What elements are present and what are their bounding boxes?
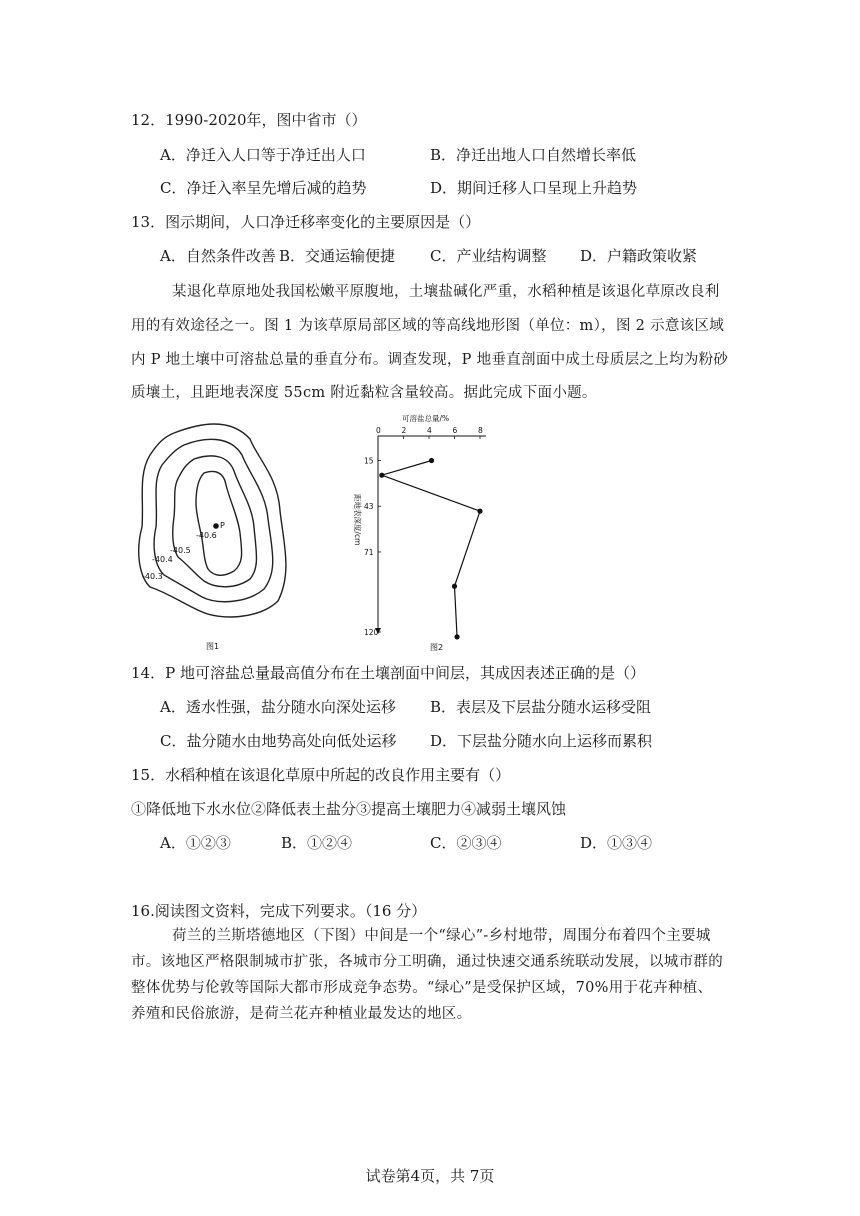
y-axis-title: 距地表深度/cm <box>353 494 362 546</box>
contour-label-40-3: -40.3 <box>142 572 163 581</box>
q15-stem: 15．水稻种植在该退化草原中所起的改良作用主要有（） <box>131 766 511 784</box>
q14-option-d: D．下层盐分随水向上运移而累积 <box>430 732 653 750</box>
passage1-line-4: 质壤土，且距地表深度 55cm 附近黏粒含量较高。据此完成下面小题。 <box>131 385 597 401</box>
salt-profile-point <box>454 634 459 639</box>
q14-option-b: B．表层及下层盐分随水运移受阻 <box>430 698 652 716</box>
salt-profile-line <box>382 461 480 637</box>
q14-option-a: A．透水性强，盐分随水向深处运移 <box>160 698 396 716</box>
q16-passage-line-4: 养殖和民俗旅游，是荷兰花卉种植业最发达的地区。 <box>131 1006 472 1022</box>
figure-1-caption: 图1 <box>206 642 220 651</box>
q15-option-a: A．①②③ <box>160 834 231 852</box>
q12-option-c: C．净迁入率呈先增后减的趋势 <box>160 179 367 197</box>
x-tick-label: 2 <box>401 426 407 435</box>
y-tick-label: 43 <box>364 502 374 512</box>
y-tick-label: 15 <box>364 456 374 466</box>
contour-label-40-4: -40.4 <box>152 555 173 564</box>
q15-option-c: C．②③④ <box>430 834 502 852</box>
x-tick-label: 8 <box>478 426 483 435</box>
contour-2 <box>173 456 257 587</box>
q12-option-b: B．净迁出地人口自然增长率低 <box>430 146 637 164</box>
contour-1 <box>196 472 242 576</box>
q14-option-c: C．盐分随水由地势高处向低处运移 <box>160 732 397 750</box>
passage1-line-2: 用的有效途径之一。图 1 为该草原局部区域的等高线地形图（单位：m），图 2 示意该区域 <box>131 318 725 334</box>
q15-option-b: B．①②④ <box>281 834 353 852</box>
q13-option-c: C．产业结构调整 <box>430 247 547 265</box>
q12-stem: 12．1990-2020年，图中省市（） <box>131 111 367 129</box>
figure-1-contour-map <box>130 415 300 655</box>
salt-profile-point <box>379 473 384 478</box>
point-p-marker <box>213 523 219 529</box>
page-footer: 试卷第4页，共 7页 <box>365 1167 495 1185</box>
q15-items: ①降低地下水水位②降低表土盐分③提高土壤肥力④减弱土壤风蚀 <box>131 800 567 818</box>
q12-option-d: D．期间迁移人口呈现上升趋势 <box>430 179 638 197</box>
point-p-label: P <box>220 521 225 530</box>
q14-stem: 14．P 地可溶盐总量最高值分布在土壤剖面中间层，其成因表述正确的是（） <box>131 664 645 682</box>
q16-passage-line-2: 市。该地区严格限制城市扩张，各城市分工明确，通过快速交通系统联动发展，以城市群的 <box>131 954 723 970</box>
salt-profile-point <box>452 584 457 589</box>
q16-passage-line-3: 整体优势与伦敦等国际大都市形成竞争态势。“绿心”是受保护区域，70%用于花卉种植、 <box>131 980 713 996</box>
passage1-line-3: 内 P 地土壤中可溶盐总量的垂直分布。调查发现，P 地垂直剖面中成土母质层之上均为粉砂 <box>131 352 729 368</box>
y-tick-label: 120 <box>364 628 379 637</box>
contour-outer <box>139 424 286 617</box>
q13-option-a: A．自然条件改善 <box>160 247 276 265</box>
q16-stem: 16.阅读图文资料，完成下列要求。（16 分） <box>131 902 427 920</box>
contour-3 <box>154 439 273 601</box>
salt-profile-point <box>477 509 482 514</box>
x-axis-title: 可溶盐总量/% <box>402 414 450 423</box>
figure-2-caption: 图2 <box>430 643 444 652</box>
contour-label-40-6: -40.6 <box>196 531 217 540</box>
x-tick-label: 6 <box>452 426 458 435</box>
figure-2-salt-profile-chart <box>330 410 500 652</box>
salt-profile-point <box>429 458 434 463</box>
q13-option-d: D．户籍政策收紧 <box>580 247 698 265</box>
x-tick-label: 0 <box>376 426 381 435</box>
q16-passage-line-1: 荷兰的兰斯塔德地区（下图）中间是一个“绿心”-乡村地带，周围分布着四个主要城 <box>172 928 711 944</box>
q12-option-a: A．净迁入人口等于净迁出人口 <box>160 146 366 164</box>
contour-label-40-5: -40.5 <box>170 546 191 555</box>
x-tick-label: 4 <box>427 426 432 435</box>
q15-option-d: D．①③④ <box>580 834 653 852</box>
passage1-line-1: 某退化草原地处我国松嫩平原腹地，土壤盐碱化严重，水稻种植是该退化草原改良利 <box>172 284 720 300</box>
y-tick-label: 71 <box>364 547 374 557</box>
q13-option-b: B．交通运输便捷 <box>279 247 396 265</box>
q13-stem: 13．图示期间，人口净迁移率变化的主要原因是（） <box>131 213 481 231</box>
